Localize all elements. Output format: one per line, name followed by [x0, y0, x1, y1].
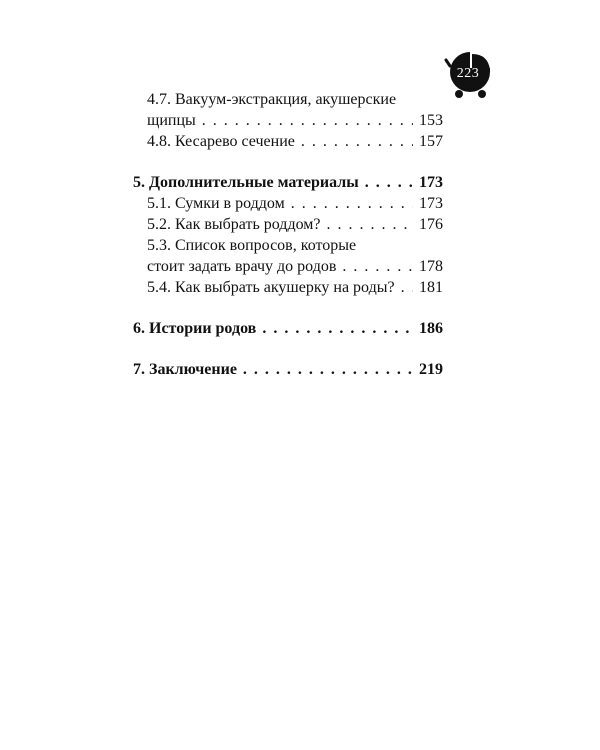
dot-leader — [327, 214, 414, 235]
toc-page-number: 157 — [419, 133, 443, 150]
toc-section-5[interactable] — [133, 172, 443, 193]
toc-title: 5.4. Как выбрать акушерку на роды? — [147, 279, 395, 296]
toc-title: 5.2. Как выбрать роддом? — [147, 216, 321, 233]
dot-leader — [202, 110, 413, 131]
toc-title: 5.1. Сумки в роддом — [147, 195, 285, 212]
toc-section-7[interactable] — [133, 359, 443, 380]
toc-page-number: 178 — [419, 258, 443, 275]
toc-item-5-2[interactable] — [133, 214, 443, 235]
table-of-contents — [133, 89, 443, 380]
toc-page-number: 219 — [419, 361, 443, 378]
dot-leader — [342, 256, 413, 277]
toc-page-number: 173 — [419, 195, 443, 212]
toc-page-number: 186 — [419, 320, 443, 337]
toc-item-4-7-line1 — [133, 89, 443, 110]
toc-page-number: 173 — [419, 174, 443, 191]
dot-leader — [365, 172, 413, 193]
toc-page-number: 181 — [419, 279, 443, 296]
toc-item-4-8[interactable] — [133, 131, 443, 152]
toc-title: 7. Заключение — [133, 361, 237, 378]
page-number: 223 — [456, 66, 480, 81]
dot-leader — [262, 318, 413, 339]
toc-section-6[interactable] — [133, 318, 443, 339]
toc-item-5-3[interactable] — [133, 256, 443, 277]
toc-item-5-4[interactable] — [133, 277, 443, 298]
toc-item-5-3-line1 — [133, 235, 443, 256]
toc-title: 5. Дополнительные материалы — [133, 174, 359, 191]
dot-leader — [401, 277, 413, 298]
dot-leader — [291, 193, 413, 214]
dot-leader — [243, 359, 413, 380]
toc-title: 6. Истории родов — [133, 320, 257, 337]
toc-title: 5.3. Список вопросов, которые — [147, 237, 357, 254]
dot-leader — [301, 131, 413, 152]
toc-page-number: 176 — [419, 216, 443, 233]
toc-title: 4.7. Вакуум-экстракция, акушерские — [147, 91, 397, 108]
toc-title: стоит задать врачу до родов — [147, 258, 337, 275]
toc-page-number: 153 — [419, 112, 443, 129]
toc-title: щипцы — [147, 112, 196, 129]
toc-item-5-1[interactable] — [133, 193, 443, 214]
toc-title: 4.8. Кесарево сечение — [147, 133, 295, 150]
toc-item-4-7[interactable] — [133, 110, 443, 131]
